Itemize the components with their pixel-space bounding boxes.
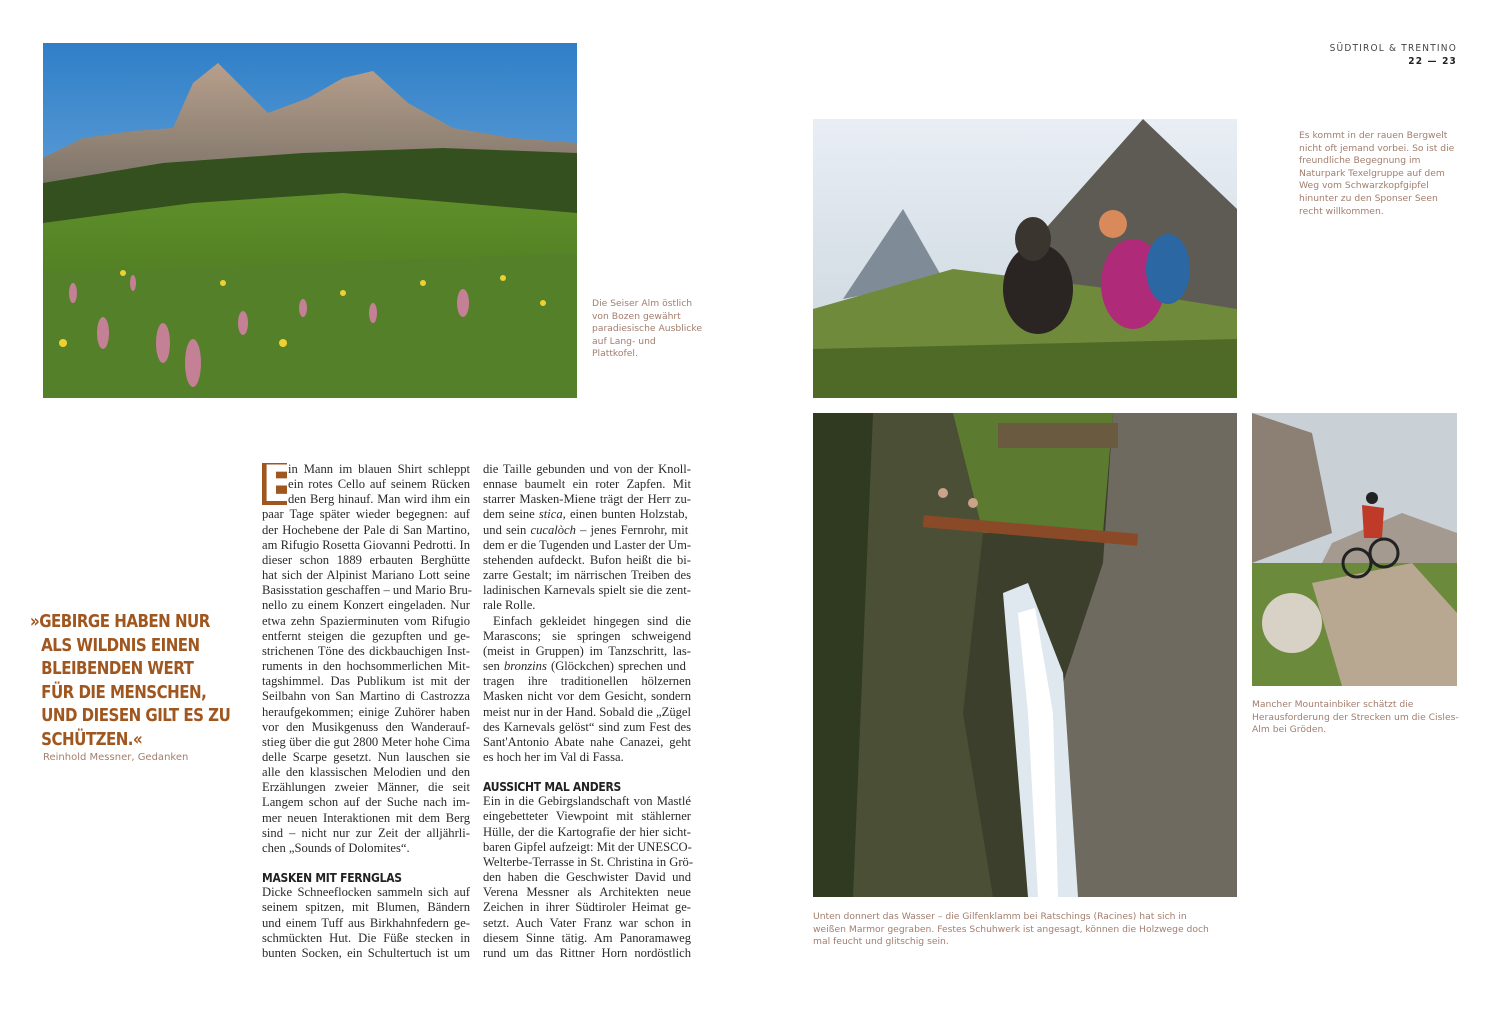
text-line: ladinischen Karnevals spielt sie die zent- [483, 583, 691, 598]
photo-mountain-biker [1252, 413, 1457, 686]
text-line: stehenden aufdeckt. Bufon heißt die bi- [483, 552, 691, 567]
text-line: (meist in Gruppen) im Tanzschritt, las- [483, 643, 691, 658]
text-line: dem er die Tugenden und Laster der Um- [483, 537, 692, 552]
text-line: tragen ihre traditionellen hölzernen [483, 674, 691, 689]
text-line: stieg über die gut 2800 Meter hohe Cima [262, 734, 470, 749]
text-line: meist nur in der Hand. Sobald die „Zügel [483, 704, 691, 719]
text-line: alle den klassischen Melodien und den [262, 765, 470, 780]
text-segment: und sein [483, 522, 531, 537]
text-line: Sant'Antonio Abate nahe Canazei, geht [483, 734, 691, 749]
text-line: bunten Socken, ein Schultertuch ist um [262, 945, 470, 960]
text-line: nello zu einem Konzert eingeladen. Nur [262, 598, 470, 613]
text-line: sind – nicht nur zur Zeit der alljährli- [262, 825, 470, 840]
text-line: vor den Musikgenuss den Wanderauf- [262, 719, 470, 734]
text-segment: (Glöckchen) sprechen und [546, 659, 686, 674]
text-line: ennase baumelt ein roter Zapfen. Mit [483, 477, 691, 492]
text-line [483, 523, 691, 538]
text-line: diesem Sinne tätig. Am Panoramaweg [483, 930, 691, 945]
text-line: Zeichen in ihrer Südtiroler Heimat ge- [483, 900, 691, 915]
paragraph-gap [483, 765, 691, 779]
text-line: mer neuen Interaktionen mit dem Berg [262, 810, 470, 825]
text-line: und einem Tuff aus Birkhahnfedern ge- [262, 915, 470, 930]
text-line: starrer Masken-Miene trägt der Herr zu- [483, 492, 691, 507]
text-segment: sen [483, 659, 504, 674]
text-segment: einen bunten Holzstab, [565, 507, 688, 522]
text-line: zarre Gestalt; im närrischen Treiben des [483, 568, 691, 583]
text-line: strichenen Töne des dickbauchigen Inst- [262, 643, 470, 658]
text-line: Erzählungen zweier Männer, die seit [262, 780, 470, 795]
text-line: es hoch her im Val di Fassa. [483, 749, 624, 764]
caption-gorge: Unten donnert das Wasser – die Gilfenklamm bei Ratschings (Racines) hat sich in weißen Marmor gegraben. Festes Schuhwerk ist angesagt, können die Holzwege doch mal feucht und glitschig sein. [813, 911, 1209, 948]
text-line [483, 659, 691, 674]
paragraph-gap [262, 856, 470, 870]
text-line: rund um das Rittner Horn nordöstlich [483, 945, 691, 960]
text-line: seinem spitzen, mit Blumen, Bändern [262, 900, 470, 915]
text-line: delle Scarpe gesetzt. Nun lauschen sie [262, 749, 470, 764]
text-line: die Taille gebunden und von der Knoll- [483, 462, 691, 476]
text-line: Langem schon auf der Suche nach im- [262, 795, 470, 810]
text-line: baren Gipfel aufzeigt: Mit der UNESCO- [483, 839, 692, 854]
article-column-2 [483, 462, 694, 961]
text-line [483, 507, 691, 522]
italic-term: cucalòch [530, 522, 576, 537]
text-line: Marascons; sie springen schweigend [483, 628, 691, 643]
text-line: des Karnevals gelöst“ sind zum Fest des [483, 719, 691, 734]
text-line: Ein in die Gebirgslandschaft von Mastlé [483, 794, 691, 809]
text-line: Dicke Schneeflocken sammeln sich auf [262, 885, 470, 900]
text-line: etwa zehn Spazierminuten vom Rifugio [262, 613, 470, 628]
text-segment: – jenes Fernrohr, mit [575, 522, 689, 537]
text-line: den haben die Geschwister David und [483, 870, 691, 885]
quote-attribution: Reinhold Messner, Gedanken [43, 752, 189, 763]
text-line: Seilbahn von San Martino di Castrozza [262, 689, 470, 704]
text-line: Basisstation geschaffen – und Mario Bru- [262, 583, 472, 598]
text-line: eingebetteter Viewpoint mit stählerner [483, 809, 691, 824]
italic-term: bronzins [503, 659, 547, 674]
text-line: Hülle, der die Kartografie der hier sicht- [483, 824, 691, 839]
text-line: tagshimmel. Das Publikum ist mit der [262, 674, 470, 689]
italic-term: stica, [538, 507, 566, 522]
text-line: setzt. Auch Vater Franz war schon in [483, 915, 691, 930]
text-line: am Rifugio Rosetta Giovanni Pedrotti. In [262, 537, 470, 552]
section-heading: MASKEN MIT FERNGLAS [262, 870, 402, 886]
page-numbers: 22 — 23 [1408, 56, 1457, 67]
photo-seiser-alm [43, 43, 577, 398]
text-line: paar Tage später wieder begegnen: auf [262, 507, 470, 522]
article-column-1 [262, 462, 470, 961]
text-line: hat sich der Alpinist Mariano Lott seine [262, 568, 470, 583]
text-line: in Mann im blauen Shirt schleppt [288, 462, 470, 476]
text-line: entfernt steigen die gezupften und ge- [262, 628, 470, 643]
text-line: heraufgekommen; einige Zuhörer haben [262, 704, 470, 719]
pull-quote: »GEBIRGE HABEN NUR ALS WILDNIS EINEN BLEIBENDEN WERT FÜR DIE MENSCHEN, UND DIESEN GILT ES ZU SCHÜTZEN.« [30, 612, 231, 750]
section-title: SÜDTIROL & TRENTINO [1329, 43, 1457, 54]
text-line: den Berg hinauf. Man wird ihm ein [288, 492, 470, 507]
section-heading: AUSSICHT MAL ANDERS [483, 779, 622, 795]
text-line: der Hochebene der Pale di San Martino, [262, 522, 470, 537]
text-line: rale Rolle. [483, 598, 536, 613]
text-line: schmückten Hut. Die Füße stecken in [262, 930, 470, 945]
text-segment: dem seine [483, 507, 539, 522]
photo-gilfenklamm-gorge [813, 413, 1237, 897]
text-line: Einfach gekleidet hingegen sind die [493, 613, 691, 628]
caption-seiser-alm: Die Seiser Alm östlich von Bozen gewährt paradiesische Ausblicke auf Lang- und Plattkofel. [592, 298, 703, 360]
text-line: Welterbe-Terrasse in St. Christina in Grö- [483, 854, 694, 869]
text-line: dieser schon 1889 erbauten Berghütte [262, 552, 470, 567]
caption-cow: Es kommt in der rauen Bergwelt nicht oft jemand vorbei. So ist die freundliche Begegnung im Naturpark Texelgruppe auf dem Weg vom Schwarzkopfgipfel hinunter zu den Sponser Seen recht willkommen. [1299, 130, 1455, 217]
text-line: Verena Messner als Architekten neue [483, 885, 691, 900]
text-line: ruments in den hochsommerlichen Mit- [262, 659, 470, 674]
caption-mountain-biker: Mancher Mountainbiker schätzt die Herausforderung der Strecken um die Cisles-Alm bei Gröden. [1252, 699, 1459, 736]
text-line: ein rotes Cello auf seinem Rücken [288, 477, 470, 492]
text-line: Masken nicht vor dem Gesicht, sondern [483, 689, 691, 704]
text-line: chen „Sounds of Dolomites“. [262, 840, 410, 855]
running-head [1330, 42, 1457, 68]
drop-cap-letter: E [262, 455, 297, 513]
photo-hiker-with-cow [813, 119, 1237, 398]
